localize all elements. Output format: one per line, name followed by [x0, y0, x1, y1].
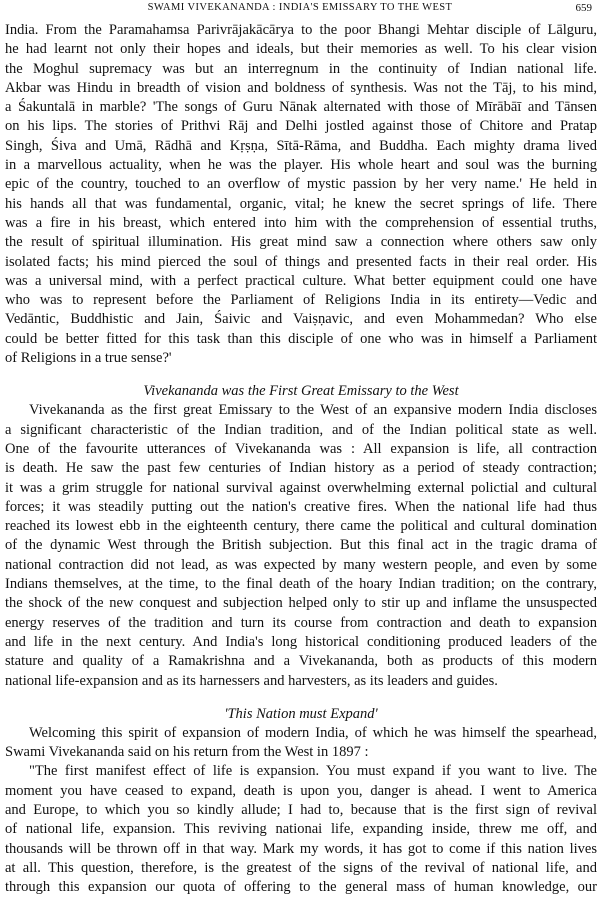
page-body — [5, 21, 597, 897]
text-line: epic of the country, touched to an overflow of mystic passion by her very name.' He held in — [5, 176, 597, 193]
section-heading: Vivekananda was the First Great Emissary to the West — [143, 383, 459, 400]
text-line: through this expansion our quota of offering to the general mass of human knowledge, our — [5, 879, 597, 896]
text-line: could be better fitted for this task than this disciple of one who was in himself a Parliament — [5, 330, 597, 347]
text-line: his hands all that was fundamental, organic, vital; he knew the secret springs of life. There — [5, 195, 597, 212]
text-line: reached its lowest ebb in the eighteenth century, there came the political and cultural domination — [5, 518, 597, 535]
text-line: thousands will be thrown off in that way. Mark my words, it has got to come if this nation lives — [5, 840, 597, 857]
text-line: "The first manifest effect of life is expansion. You must expand if you want to live. The — [29, 763, 597, 780]
section-paragraph — [5, 724, 597, 897]
text-line: India. From the Paramahamsa Parivrājakācārya to the poor Bhangi Mehtar disciple of Lālguru, — [5, 22, 597, 38]
section-paragraph — [5, 401, 597, 690]
running-head: SWAMI VIVEKANANDA : INDIA'S EMISSARY TO THE WEST — [147, 2, 453, 13]
text-line: Akbar was Hindu in breadth of vision and boldness of synthesis. Was not the Tāj, to his mind, — [5, 79, 597, 96]
page-header — [0, 0, 600, 20]
text-line: the result of spiritual illumination. His great mind saw a connection where others saw only — [5, 234, 597, 251]
text-line: the Moghul supremacy was but an interregnum in the continuity of Indian national life. — [5, 60, 597, 77]
page-number: 659 — [575, 2, 592, 14]
text-line: and Europe, to which you so kindly allude; I had to, because that is the first sign of revival — [5, 801, 597, 818]
text-line: was a universal mind, with a perfect practical culture. What better equipment could one have — [5, 272, 597, 289]
text-line: at all. This question, therefore, is the greatest of the signs of the revival of national life, and — [5, 859, 597, 876]
text-line: Vedāntic, Buddhistic and Jain, Śaivic and Vaiṣṇavic, and even Mohammedan? Who else — [5, 311, 597, 328]
text-line: moment you have ceased to expand, death is upon you, danger is ahead. I went to America — [5, 782, 597, 799]
text-line: Indians themselves, at the time, to the final death of the hoary Indian tradition; on the contrary, — [5, 576, 597, 593]
text-line: a significant characteristic of the Indian tradition, and of the Indian political state as well. — [5, 421, 597, 438]
text-line: Singh, Śiva and Umā, Rādhā and Kṛṣṇa, Sītā-Rāma, and Buddha. Each mighty drama lived — [5, 137, 597, 154]
text-line: who was to represent before the Parliament of Religions India in its entirety—Vedic and — [5, 292, 597, 309]
text-line: in a marvellous actuality, when he was the player. His whole heart and soul was the burning — [5, 157, 597, 174]
text-line: he had learnt not only their hopes and ideals, but their memories as well. To his clear vision — [5, 41, 597, 58]
text-line: it was a grim struggle for national survival against overwhelming external polictial and cultural — [5, 479, 597, 496]
text-line: national contraction did not lead, as was expected by many western people, and even by some — [5, 556, 597, 573]
text-line: isolated facts; his mind pierced the soul of things and presented facts in their real order. His — [5, 253, 597, 270]
section-heading: 'This Nation must Expand' — [224, 705, 378, 722]
text-line: and life in the next century. And India's long historical conditioning produced leaders of the — [5, 633, 597, 650]
text-line: of Religions in a true sense?' — [5, 350, 172, 367]
text-line: national life-expansion and as its harnessers and harvesters, as its leaders and guides. — [5, 672, 498, 689]
text-line: Swami Vivekananda said on his return from the West in 1897 : — [5, 744, 369, 761]
text-line: a Śakuntalā in marble? 'The songs of Guru Nānak alternated with those of Mīrābāī and Tānsen — [5, 99, 597, 116]
text-line: the shock of the new conquest and subjection helped only to stir up and inflame the unsuspected — [5, 595, 597, 612]
text-line: One of the favourite utterances of Vivekananda was : All expansion is life, all contraction — [5, 440, 597, 457]
text-line: of the dynamic West through the British subjection. But this final act in the tragic drama of — [5, 537, 597, 554]
text-line: of national life, expansion. This reviving nationai life, expanding inside, threw me off, and — [5, 821, 597, 838]
paragraph-continued — [5, 21, 597, 368]
text-line: on his lips. The stories of Prithvi Rāj and Delhi jostled against those of Chitore and Pratap — [5, 118, 597, 135]
text-line: Vivekananda as the first great Emissary to the West of an expansive modern India discloses — [29, 402, 597, 419]
text-line: forces; it was steadily putting out the nation's creative fires. When the national life had thus — [5, 498, 597, 515]
text-line: stature and quality of a Ramakrishna and a Vivekananda, both as products of this modern — [5, 653, 597, 670]
text-line: is death. He saw the past few centuries of Indian history as a period of steady contraction; — [5, 460, 597, 477]
text-line: was a fire in his breast, which entered into him with the comprehension of essential truths, — [5, 214, 597, 231]
text-line: Welcoming this spirit of expansion of modern India, of which he was himself the spearhead, — [29, 724, 597, 741]
text-line: energy reserves of the tradition and turn its course from contraction and death to expansion — [5, 614, 597, 631]
